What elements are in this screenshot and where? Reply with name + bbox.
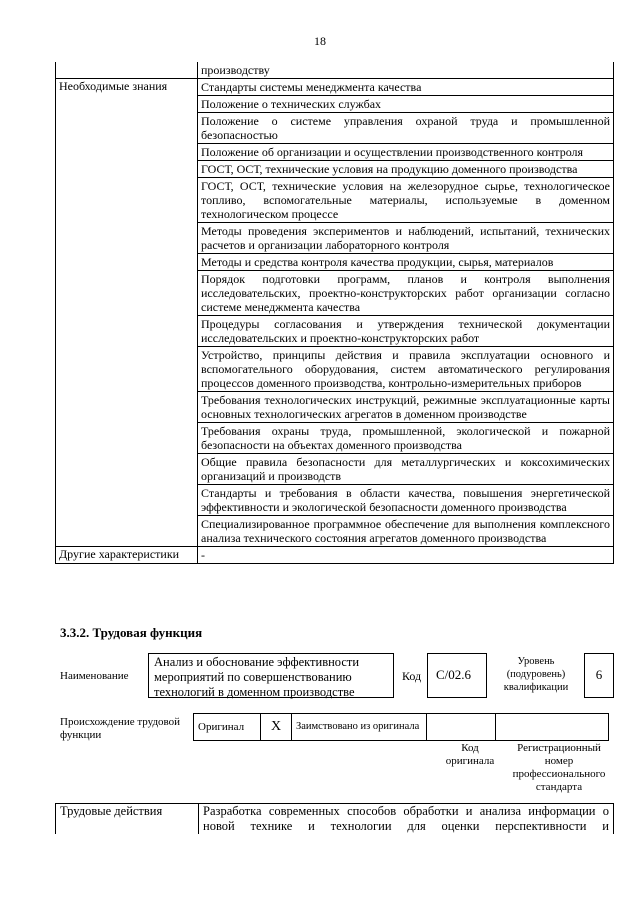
- knowledge-item: ГОСТ, ОСТ, технические условия на продукцию доменного производства: [198, 161, 614, 178]
- knowledge-table: [55, 62, 614, 564]
- table-row: [56, 804, 614, 835]
- code-label: Код: [402, 669, 422, 683]
- knowledge-item: Требования технологических инструкций, режимные эксплуатационные карты основных технологических агрегатов в доменном производстве: [198, 392, 614, 423]
- knowledge-item: Положение о технических службах: [198, 96, 614, 113]
- section-title: 3.3.2. Трудовая функция: [60, 625, 203, 640]
- table-row: [56, 62, 614, 79]
- knowledge-item: Положение о системе управления охраной труда и промышленной безопасностью: [198, 113, 614, 144]
- origin-table: [193, 713, 609, 741]
- actions-text: Разработка современных способов обработки и анализа информации о новой технике и технологии для оценки перспективности и: [199, 804, 614, 835]
- function-code-box: C/02.6: [427, 653, 487, 698]
- actions-label: Трудовые действия: [56, 804, 199, 835]
- origin-label: Происхождение трудовой функции: [60, 716, 181, 741]
- knowledge-item: Стандарты системы менеджмента качества: [198, 79, 614, 96]
- original-code-cell: [427, 714, 496, 741]
- empty-label-cell: [56, 62, 198, 79]
- knowledge-item: ГОСТ, ОСТ, технические условия на железорудное сырье, технологическое топливо, вспомогательные материалы, используемые в доменном технологическом процессе: [198, 178, 614, 223]
- knowledge-item: Устройство, принципы действия и правила эксплуатации основного и вспомогательного оборудования, систем автоматического регулирования процессов доменного производства, контрольно-измерительных приборов: [198, 347, 614, 392]
- registration-number-cell: [496, 714, 609, 741]
- continued-text-cell: производству: [198, 62, 614, 79]
- table-row: [56, 547, 614, 564]
- knowledge-item: Общие правила безопасности для металлургических и коксохимических организаций и производств: [198, 454, 614, 485]
- other-characteristics-value: -: [198, 547, 614, 564]
- registration-caption: Регистрационный номер профессионального стандарта: [512, 742, 606, 793]
- knowledge-item: Положение об организации и осуществлении производственного контроля: [198, 144, 614, 161]
- knowledge-item: Требования охраны труда, промышленной, экологической и пожарной безопасности на объектах доменного производства: [198, 423, 614, 454]
- knowledge-item: Методы и средства контроля качества продукции, сырья, материалов: [198, 254, 614, 271]
- name-label: Наименование: [60, 670, 129, 682]
- knowledge-item: Специализированное программное обеспечение для выполнения комплексного анализа технического состояния агрегатов доменного производства: [198, 516, 614, 547]
- table-row: [56, 79, 614, 96]
- original-mark: X: [261, 714, 292, 741]
- knowledge-item: Процедуры согласования и утверждения технической документации исследовательских и проектно-конструкторских работ: [198, 316, 614, 347]
- level-value-box: 6: [584, 653, 614, 698]
- knowledge-item: Порядок подготовки программ, планов и контроля выполнения исследовательских, проектно-конструкторских работ организации согласно системе менеджмента качества: [198, 271, 614, 316]
- knowledge-item: Стандарты и требования в области качества, повышения энергетической эффективности и экологической безопасности доменного производства: [198, 485, 614, 516]
- code-caption: Код оригинала: [445, 742, 495, 767]
- other-characteristics-label: Другие характеристики: [56, 547, 198, 564]
- page-number: 18: [314, 34, 326, 48]
- knowledge-label: Необходимые знания: [56, 79, 198, 547]
- level-label: Уровень (подуровень) квалификации: [503, 656, 569, 693]
- original-label: Оригинал: [194, 714, 261, 741]
- function-name-box: Анализ и обоснование эффективности мероприятий по совершенствованию технологий в доменном производстве: [148, 653, 394, 698]
- knowledge-item: Методы проведения экспериментов и наблюдений, испытаний, технических расчетов и организации лабораторного контроля: [198, 223, 614, 254]
- actions-table: [55, 803, 614, 834]
- borrowed-label: Заимствовано из оригинала: [292, 714, 427, 741]
